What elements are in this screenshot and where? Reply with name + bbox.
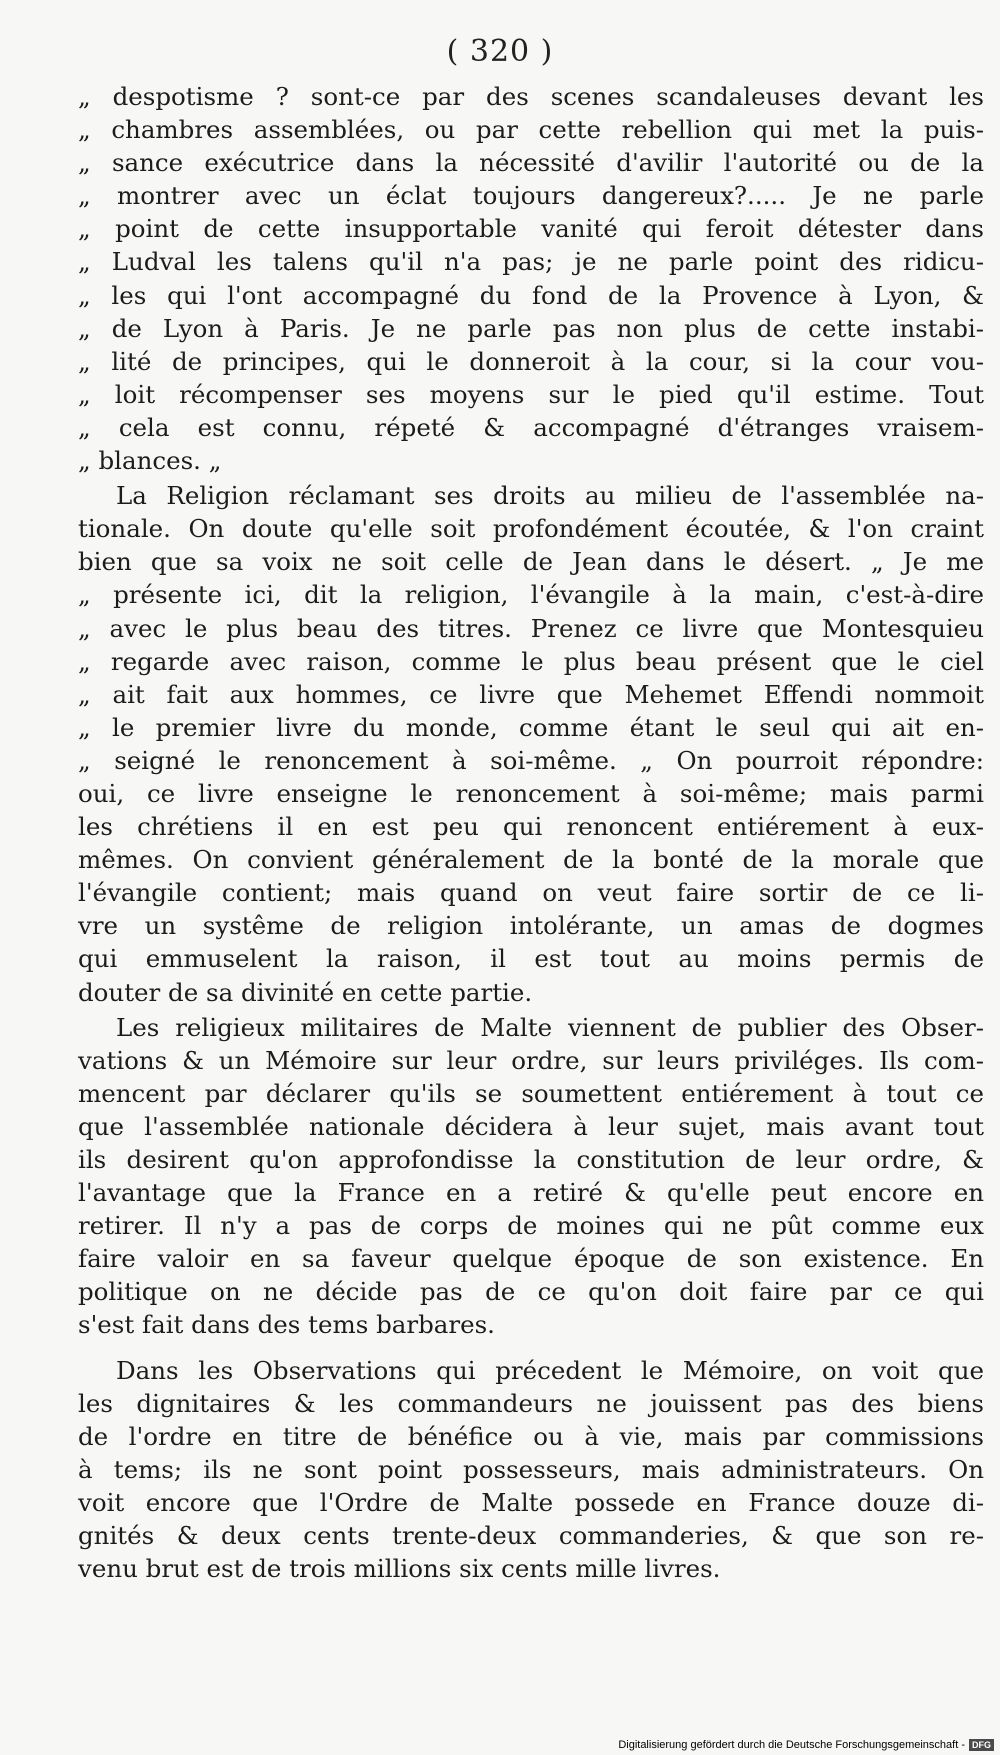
text-line: „ Ludval les talens qu'il n'a pas; je ne parle point des ridicu- (78, 247, 984, 277)
text-line: „ de Lyon à Paris. Je ne parle pas non plus de cette instabi- (78, 313, 984, 343)
text-line: „ chambres assemblées, ou par cette rebellion qui met la puis- (78, 115, 984, 145)
body-text (78, 80, 984, 1585)
text-line: l'avantage que la France en a retiré & qu'elle peut encore en (78, 1178, 984, 1208)
text-line: La Religion réclamant ses droits au milieu de l'assemblée na- (116, 481, 984, 511)
text-line: gnités & deux cents trente-deux commanderies, & que son re- (78, 1521, 984, 1551)
text-line: les dignitaires & les commandeurs ne jouissent pas des biens (78, 1388, 984, 1418)
text-line: „ regarde avec raison, comme le plus beau présent que le ciel (78, 646, 984, 676)
text-line: Les religieux militaires de Malte viennent de publier des Obser- (116, 1012, 984, 1042)
text-line: douter de sa divinité en cette partie. (78, 977, 533, 1007)
text-line: faire valoir en sa faveur quelque époque de son existence. En (78, 1244, 984, 1274)
text-line: politique on ne décide pas de ce qu'on doit faire par ce qui (78, 1277, 984, 1307)
text-line: à tems; ils ne sont point possesseurs, mais administrateurs. On (78, 1454, 984, 1484)
text-line: „ cela est connu, répeté & accompagné d'étranges vraisem- (78, 412, 984, 442)
text-line: de l'ordre en titre de bénéfice ou à vie, mais par commissions (78, 1421, 984, 1451)
text-line: ils desirent qu'on approfondisse la constitution de leur ordre, & (78, 1145, 984, 1174)
text-line: „ le premier livre du monde, comme étant le seul qui ait en- (78, 712, 984, 742)
text-line: „ lité de principes, qui le donneroit à la cour, si la cour vou- (78, 346, 984, 376)
text-line: „ blances. „ (78, 446, 222, 476)
text-line: mencent par déclarer qu'ils se soumettent entiérement à tout ce (78, 1078, 984, 1108)
dfg-logo-icon: DFG (969, 1739, 994, 1751)
page-number: ( 320 ) (446, 34, 554, 69)
text-line: „ sance exécutrice dans la nécessité d'avilir l'autorité ou de la (78, 148, 984, 178)
digitization-credit (618, 1739, 994, 1751)
text-line: „ avec le plus beau des titres. Prenez ce livre que Montesquieu (78, 613, 984, 643)
text-line: retirer. Il n'y a pas de corps de moines qui ne pût comme eux (78, 1211, 984, 1241)
text-line: s'est fait dans des tems barbares. (78, 1310, 495, 1340)
text-line: voit encore que l'Ordre de Malte possede en France douze di- (78, 1487, 984, 1517)
text-line: qui emmuselent la raison, il est tout au moins permis de (78, 944, 984, 974)
text-line: „ montrer avec un éclat toujours dangereux?..... Je ne parle (78, 181, 984, 211)
text-line: vations & un Mémoire sur leur ordre, sur leurs priviléges. Ils com- (78, 1045, 984, 1075)
text-line: „ point de cette insupportable vanité qui feroit détester dans (78, 214, 984, 244)
text-line: „ loit récompenser ses moyens sur le pied qu'il estime. Tout (78, 379, 984, 409)
text-line: „ les qui l'ont accompagné du fond de la Provence à Lyon, & (78, 280, 984, 310)
text-line: l'évangile contient; mais quand on veut faire sortir de ce li- (78, 878, 984, 908)
text-line: „ despotisme ? sont-ce par des scenes scandaleuses devant les (78, 82, 984, 111)
text-line: „ seigné le renoncement à soi-même. „ On pourroit répondre: (78, 745, 984, 775)
text-line: „ présente ici, dit la religion, l'évangile à la main, c'est-à-dire (78, 580, 984, 610)
text-line: tionale. On doute qu'elle soit profondément écoutée, & l'on craint (78, 514, 984, 544)
credit-text: Digitalisierung gefördert durch die Deutsche Forschungsgemeinschaft - (618, 1739, 965, 1751)
text-line: oui, ce livre enseigne le renoncement à soi-même; mais parmi (78, 778, 984, 808)
text-line: Dans les Observations qui précedent le Mémoire, on voit que (116, 1355, 984, 1385)
text-line: venu brut est de trois millions six cents mille livres. (78, 1554, 721, 1584)
text-line: mêmes. On convient généralement de la bonté de la morale que (78, 845, 984, 875)
text-line: que l'assemblée nationale décidera à leur sujet, mais avant tout (78, 1111, 984, 1141)
text-line: „ ait fait aux hommes, ce livre que Mehemet Effendi nommoit (78, 679, 984, 709)
text-line: bien que sa voix ne soit celle de Jean dans le désert. „ Je me (78, 547, 984, 577)
text-line: les chrétiens il en est peu qui renoncent entiérement à eux- (78, 812, 984, 842)
text-line: vre un systême de religion intolérante, un amas de dogmes (78, 911, 984, 941)
